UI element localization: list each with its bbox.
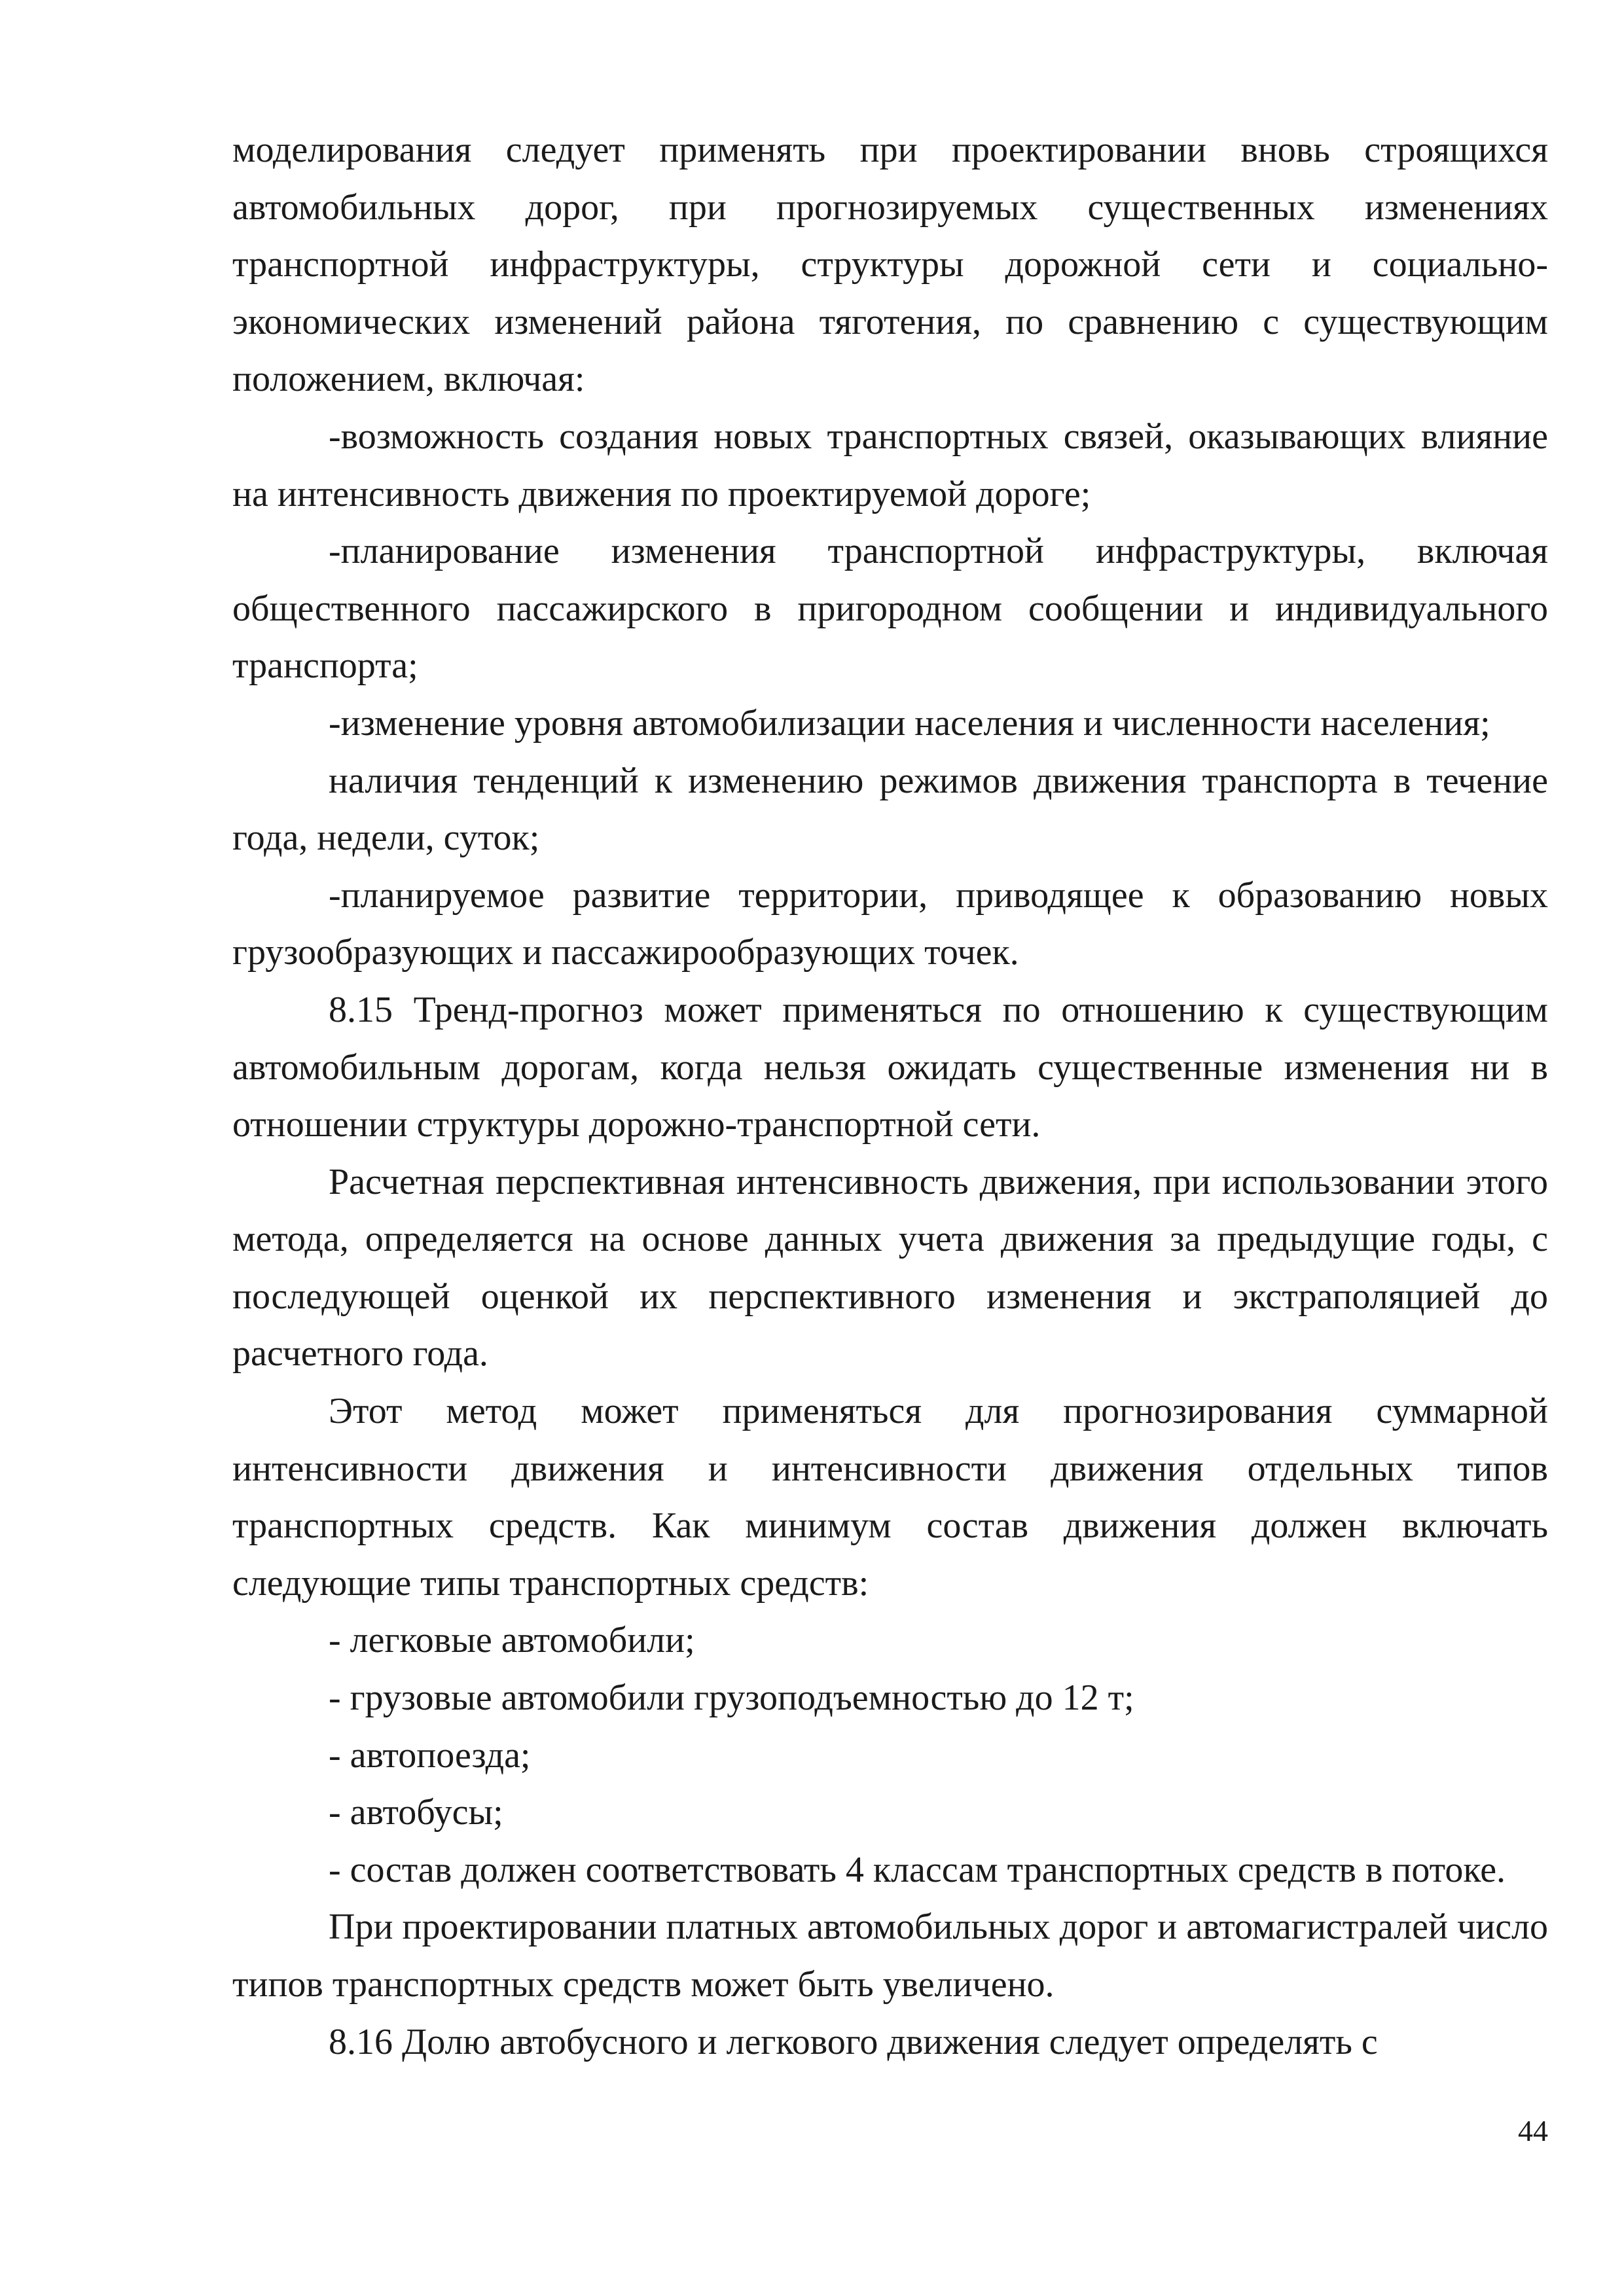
list-item-trucks: - грузовые автомобили грузоподъемностью до 12 т; bbox=[329, 1677, 1134, 1719]
list-item-infrastructure: -планирование изменения транспортной инфраструктуры, включая общественного пассажирского в пригородном сообщении и индивидуального транспорта; bbox=[232, 531, 1548, 687]
paragraph-method: Расчетная перспективная интенсивность движения, при использовании этого метода, определяется на основе данных учета движения за предыдущие годы, с последующей оценкой их перспективного изменения и экстраполяцией до расчетного года. bbox=[232, 1161, 1548, 1374]
paragraph-8-16: 8.16 Долю автобусного и легкового движения следует определять с bbox=[329, 2021, 1378, 2062]
list-item-territory: -планируемое развитие территории, приводящее к образованию новых грузообразующих и пассажирообразующих точек. bbox=[232, 874, 1548, 973]
list-item-buses: - автобусы; bbox=[329, 1792, 503, 1833]
list-item-cars: - легковые автомобили; bbox=[329, 1620, 695, 1661]
paragraph-toll-roads: При проектировании платных автомобильных дорог и автомагистралей число типов транспортных средств может быть увеличено. bbox=[232, 1907, 1548, 2005]
list-item-classes: - состав должен соответствовать 4 классам транспортных средств в потоке. bbox=[329, 1849, 1506, 1890]
paragraph-continuation: моделирования следует применять при проектировании вновь строящихся автомобильных дорог, при прогнозируемых существенных изменениях транспортной инфраструктуры, структуры дорожной сети и социально-экономических изменений района тяготения, по сравнению с существующим положением, включая: bbox=[232, 130, 1548, 400]
list-item-new-links: -возможность создания новых транспортных связей, оказывающих влияние на интенсивность движения по проектируемой дороге; bbox=[232, 416, 1548, 514]
list-item-road-trains: - автопоезда; bbox=[329, 1734, 531, 1776]
paragraph-8-15: 8.15 Тренд-прогноз может применяться по отношению к существующим автомобильным дорогам, когда нельзя ожидать существенные изменения ни в отношении структуры дорожно-транспортной сети. bbox=[232, 989, 1548, 1145]
paragraph-vehicle-types: Этот метод может применяться для прогнозирования суммарной интенсивности движения и интенсивности движения отдельных типов транспортных средств. Как минимум состав движения должен включать следующие типы транспортных средств: bbox=[232, 1391, 1548, 1604]
document-body bbox=[232, 122, 1548, 2071]
list-item-trends: наличия тенденций к изменению режимов движения транспорта в течение года, недели, суток; bbox=[232, 760, 1548, 859]
page-number: 44 bbox=[1518, 2114, 1548, 2147]
list-item-motorization: -изменение уровня автомобилизации населения и численности населения; bbox=[329, 702, 1490, 744]
